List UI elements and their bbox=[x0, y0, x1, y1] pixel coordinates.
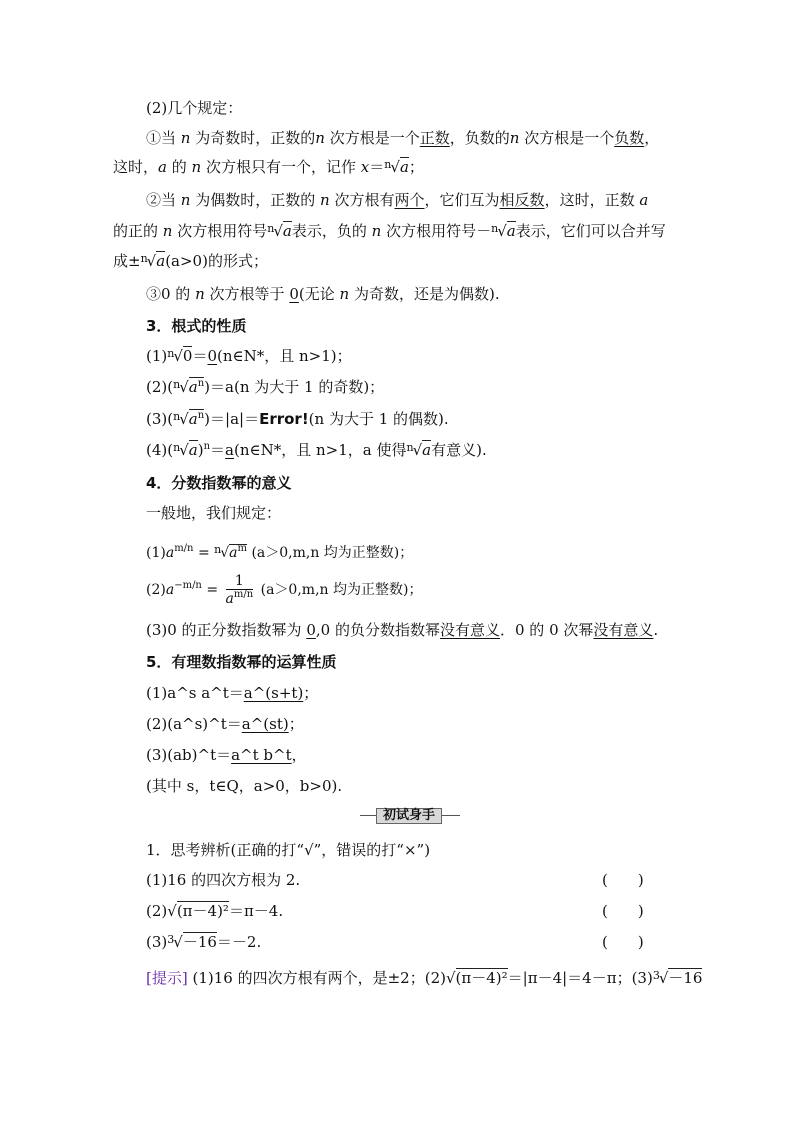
section-banner bbox=[360, 808, 460, 824]
exercise-1c: $(3)^3√-16=-2$. ( ) bbox=[146, 933, 644, 951]
heading-3: 3．根式的性质 bbox=[146, 317, 247, 335]
formula-1: $(1)a^{m/n} = ^n√a^m$ (a＞0,m,n 均为正整数)； bbox=[146, 543, 414, 561]
heading-5: 5．有理数指数幂的运算性质 bbox=[146, 653, 337, 671]
definition-intro: 一般地，我们规定： bbox=[146, 504, 282, 522]
answer-blank[interactable]: ( ) bbox=[602, 871, 644, 889]
banner-label: 初试身手 bbox=[376, 808, 442, 824]
hint-line: [提示] (1)16 的四次方根有两个，是±2；(2)√(π－4)²＝|π－4|＝4－π；$(3)^3√-16$ bbox=[146, 969, 703, 987]
answer-blank[interactable]: ( ) bbox=[602, 902, 644, 920]
formula-2: $(2)a^{-m/n}$ = $\frac{1}{a^{m/n}}$ (a＞0,m,n 均为正整数)； bbox=[146, 572, 423, 607]
rule-2-line: ②当 n 为偶数时，正数的 n 次方根有两个，它们互为相反数，这时，正数 a bbox=[146, 191, 649, 209]
section-subtitle: (2)几个规定： bbox=[146, 99, 243, 117]
statement-3: (3)0 的正分数指数幂为 0,0 的负分数指数幂没有意义．0 的 0 次幂没有意义. bbox=[146, 621, 659, 639]
exercise-1b: (2)√(π－4)²＝π－4. ( ) bbox=[146, 902, 644, 920]
rule-3-line: ③0 的 n 次方根等于 0(无论 n 为奇数，还是为偶数). bbox=[146, 285, 500, 303]
operation-1: (1)a^s a^t＝a^(s+t)； bbox=[146, 684, 319, 702]
rule-1-line: ①当 n 为奇数时，正数的n 次方根是一个正数，负数的n 次方根是一个负数， bbox=[146, 129, 660, 147]
property-2: $(2)(^n√a^n)=a(n$ 为大于 1 的奇数)； bbox=[146, 378, 385, 396]
rule-2-continued: 的正的 n 次方根用符号$^n$√a表示，负的 n 次方根用符号－$^n$√a表示，它们可以合并写 bbox=[113, 222, 666, 240]
exercise-1-title: 1．思考辨析(正确的打“√”，错误的打“×”) bbox=[146, 841, 431, 859]
hint-label: [提示] bbox=[146, 969, 188, 987]
conditions-note: (其中 s，t∈Q，a>0，b>0). bbox=[146, 777, 343, 795]
answer-blank[interactable]: ( ) bbox=[602, 933, 644, 951]
operation-3: (3)(ab)^t＝a^t b^t， bbox=[146, 746, 307, 764]
rule-1-continued: 这时，a 的 n 次方根只有一个，记作 x＝$^n$√a； bbox=[113, 158, 424, 176]
property-3: $(3)(^n√a^n)=|a|=Error!(n$ 为大于 1 的偶数). bbox=[146, 410, 449, 428]
rule-2-end: 成±$^n$√a(a>0)的形式； bbox=[113, 252, 268, 270]
exercise-1a: (1)16 的四次方根为 2. ( ) bbox=[146, 871, 644, 889]
property-1: $(1)^n√0=0(n\in N*$，且 n>1)； bbox=[146, 347, 352, 365]
operation-2: (2)(a^s)^t＝a^(st)； bbox=[146, 715, 304, 733]
heading-4: 4．分数指数幂的意义 bbox=[146, 474, 292, 492]
property-4: $(4)(^n√a)^n=a(n\in N*$，且 n>1，a 使得$^n$√a有意义). bbox=[146, 441, 487, 459]
